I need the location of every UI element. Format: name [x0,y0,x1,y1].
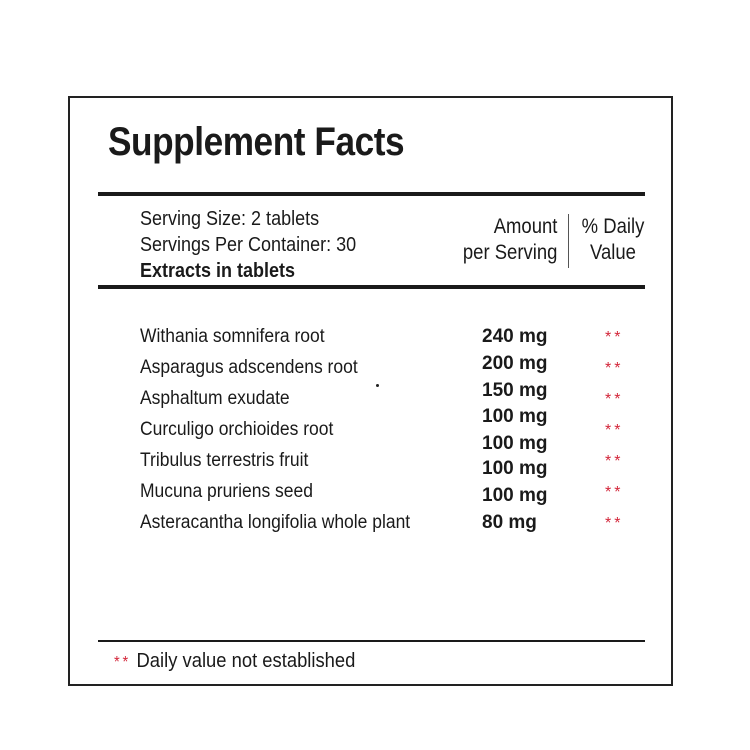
extracts-label: Extracts in tablets [140,260,296,282]
daily-value-marker: ** [605,484,624,501]
ingredient-name: Asteracantha longifolia whole plant [140,512,411,533]
ingredient-amount: 100 mg [482,485,548,506]
header-rule [98,285,645,289]
ingredient-amount: 100 mg [482,458,548,479]
amount-header-line-2: per Serving [462,241,557,264]
top-rule [98,192,645,196]
stray-dot [376,384,379,387]
ingredient-amount: 100 mg [482,433,548,454]
amount-header [462,214,557,266]
ingredient-row [70,481,671,511]
ingredient-amount: 80 mg [482,512,537,533]
ingredient-row [70,326,671,356]
daily-value-header [577,214,649,266]
header-separator [568,214,569,268]
serving-info [140,206,356,284]
ingredient-name: Tribulus terrestris fruit [140,450,309,471]
daily-value-marker: ** [605,391,624,408]
footer-rule [98,640,645,642]
ingredient-amount: 150 mg [482,380,548,401]
ingredient-name: Mucuna pruriens seed [140,481,313,502]
amount-header-line-1: Amount [493,215,557,238]
ingredient-name: Asparagus adscendens root [140,357,358,378]
daily-value-marker: ** [605,453,624,470]
ingredient-row [70,380,671,418]
panel-title: Supplement Facts [108,120,405,164]
servings-per-container: Servings Per Container: 30 [140,234,357,256]
supplement-facts-panel [68,96,673,686]
ingredient-row [70,406,671,449]
ingredient-name: Asphaltum exudate [140,388,290,409]
ingredient-name: Withania somnifera root [140,326,325,347]
ingredient-row [70,512,671,542]
ingredient-row [70,433,671,480]
ingredient-row [70,353,671,387]
daily-value-marker: ** [605,515,624,532]
ingredient-amount: 100 mg [482,406,548,427]
daily-value-marker: ** [605,329,624,346]
footnote-text: Daily value not established [136,650,356,672]
ingredient-amount: 200 mg [482,353,548,374]
ingredient-name: Curculigo orchioides root [140,419,334,440]
dv-header-line-1: % Daily [581,215,645,238]
daily-value-marker: ** [605,422,624,439]
dv-header-line-2: Value [590,241,636,264]
footnote-marker: ** [114,654,131,671]
serving-size: Serving Size: 2 tablets [140,208,320,230]
footnote [114,650,355,673]
ingredient-amount: 240 mg [482,326,548,347]
daily-value-marker: ** [605,360,624,377]
